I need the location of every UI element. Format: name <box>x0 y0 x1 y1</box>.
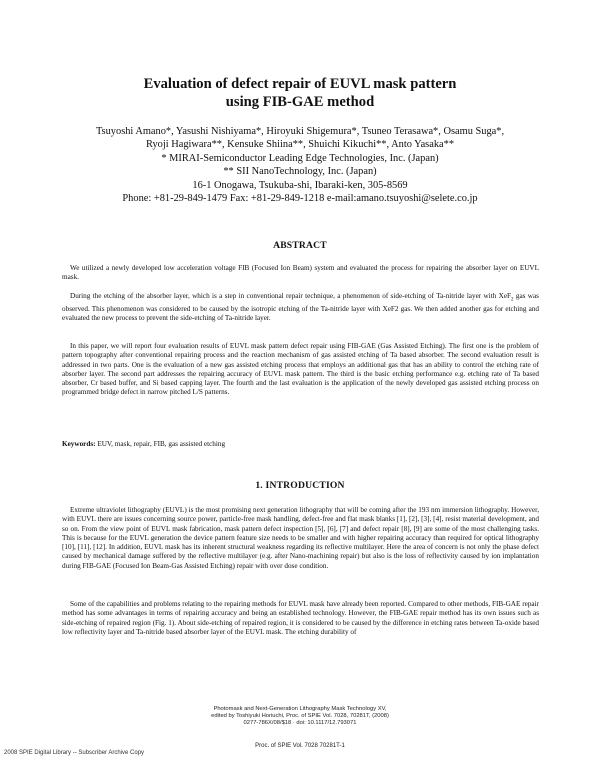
abstract-p2-part-b: gas was observed. This phenomenon was considered to be caused by the isotropic etching of the Ta-nitride layer with XeF2 gas. We then added another gas for etching and evaluated the new process to prevent the side-etching of Ta-nitride layer. <box>62 292 539 323</box>
abstract-paragraph-1: We utilized a newly developed low acceleration voltage FIB (Focused Ion Beam) system and evaluated the process for repairing the absorber layer on EUVL mask. <box>62 264 539 282</box>
address: 16-1 Onogawa, Tsukuba-shi, Ibaraki-ken, 305-8569 <box>192 179 408 191</box>
title-line-2: using FIB-GAE method <box>225 93 375 110</box>
affiliation-1: * MIRAI-Semiconductor Leading Edge Technologies, Inc. (Japan) <box>161 152 439 164</box>
footer-line-3: 0277-786X/08/$18 · doi: 10.1117/12.793071 <box>243 720 357 727</box>
library-notice: 2008 SPIE Digital Library -- Subscriber Archive Copy <box>4 750 145 756</box>
keywords-text: EUV, mask, repair, FIB, gas assisted etching <box>95 440 226 448</box>
xef2-subscript: 2 <box>511 297 514 303</box>
abstract-heading: ABSTRACT <box>273 240 327 251</box>
affiliation-2: ** SII NanoTechnology, Inc. (Japan) <box>223 166 377 178</box>
introduction-paragraph-2: Some of the capabilities and problems relating to the repairing methods for EUVL mask have already been reported. Compared to other methods, FIB-GAE repair method has some advantages in terms of repairing accuracy and being an established technology. However, the FIB-GAE repair method has its own issues such as side-etching of repaired region (Fig. 1). About side-etching of repaired region, it is considered to be caused by the difference in etching rates between Ta-oxide based low reflectivity layer and Ta-nitride based absorber layer of the EUVL mask. The etching durability of <box>62 600 539 636</box>
abstract-paragraph-3: In this paper, we will report four evaluation results of EUVL mask pattern defect repair using FIB-GAE (Gas Assisted Etching). The first one is the problem of pattern topography after conventional repairing process and the reaction mechanism of gas assisted etching of Ta based absorber. The second evaluation result is addressed in two parts. One is the evaluation of a new gas assisted etching process that employs an additional gas that has an ability to control the etching rate of absorber layer. The second part addresses the repairing accuracy of EUVL mask pattern. The third is the basic etching performance e.g. etching rate of Ta based absorber, Cr based buffer, and Si based capping layer. The fourth and the last evaluation is the application of the newly developed gas assisted etching process on programmed bridge defect in narrow pitched L/S patterns. <box>62 342 539 397</box>
title-line-1: Evaluation of defect repair of EUVL mask pattern <box>143 76 457 92</box>
abstract-p2-part-a: During the etching of the absorber layer, which is a step in conventional repair technique, a phenomenon of side-etching of Ta-nitride layer with XeF <box>70 292 512 300</box>
introduction-heading: 1. INTRODUCTION <box>255 480 345 491</box>
contact-line: Phone: +81-29-849-1479 Fax: +81-29-849-1218 e-mail:amano.tsuyoshi@selete.co.jp <box>122 193 478 205</box>
paper-title <box>0 76 600 111</box>
authors-line-2: Ryoji Hagiwara**, Kensuke Shiina**, Shuichi Kikuchi**, Anto Yasaka** <box>145 139 455 151</box>
footer-line-2: edited by Toshiyuki Horiuchi, Proc. of SPIE Vol. 7028, 70281T, (2008) <box>211 713 389 720</box>
author-block <box>0 125 600 205</box>
keywords-label: Keywords: <box>62 440 96 448</box>
publication-footer <box>0 706 600 728</box>
keywords-line <box>62 440 539 449</box>
abstract-paragraph-2 <box>62 292 539 323</box>
authors-line-1: Tsuyoshi Amano*, Yasushi Nishiyama*, Hiroyuki Shigemura*, Tsuneo Terasawa*, Osamu Suga*, <box>95 126 505 137</box>
page-identifier: Proc. of SPIE Vol. 7028 70281T-1 <box>255 743 345 749</box>
footer-line-1: Photomask and Next-Generation Lithography Mask Technology XV, <box>213 706 387 712</box>
introduction-paragraph-1: Extreme ultraviolet lithography (EUVL) is the most promising next generation lithography that will be coming after the 193 nm immersion lithography. However, with EUVL there are issues concerning source power, particle-free mask handling, defect-free and flat mask blanks [1], [2], [3], [4], resist material development, and so on. From the view point of EUVL mask fabrication, mask pattern defect inspection [5], [6], [7] and defect repair [8], [9] are some of the most challenging tasks. This is because for the EUVL generation the device pattern feature size needs to be smaller and with higher repairing accuracy than required for optical lithography [10], [11], [12]. In addition, EUVL mask has its inherent structural weakness regarding its reflective multilayer. Here the area of concern is not only the phase defect caused by mechanical damage suffered by the reflective multilayer (e.g. after Nano-machining repair) but also is the loss of reflectivity caused by ion implantation during FIB-GAE (Focused Ion Beam-Gas Assisted Etching) repair with over dose condition. <box>62 506 539 570</box>
